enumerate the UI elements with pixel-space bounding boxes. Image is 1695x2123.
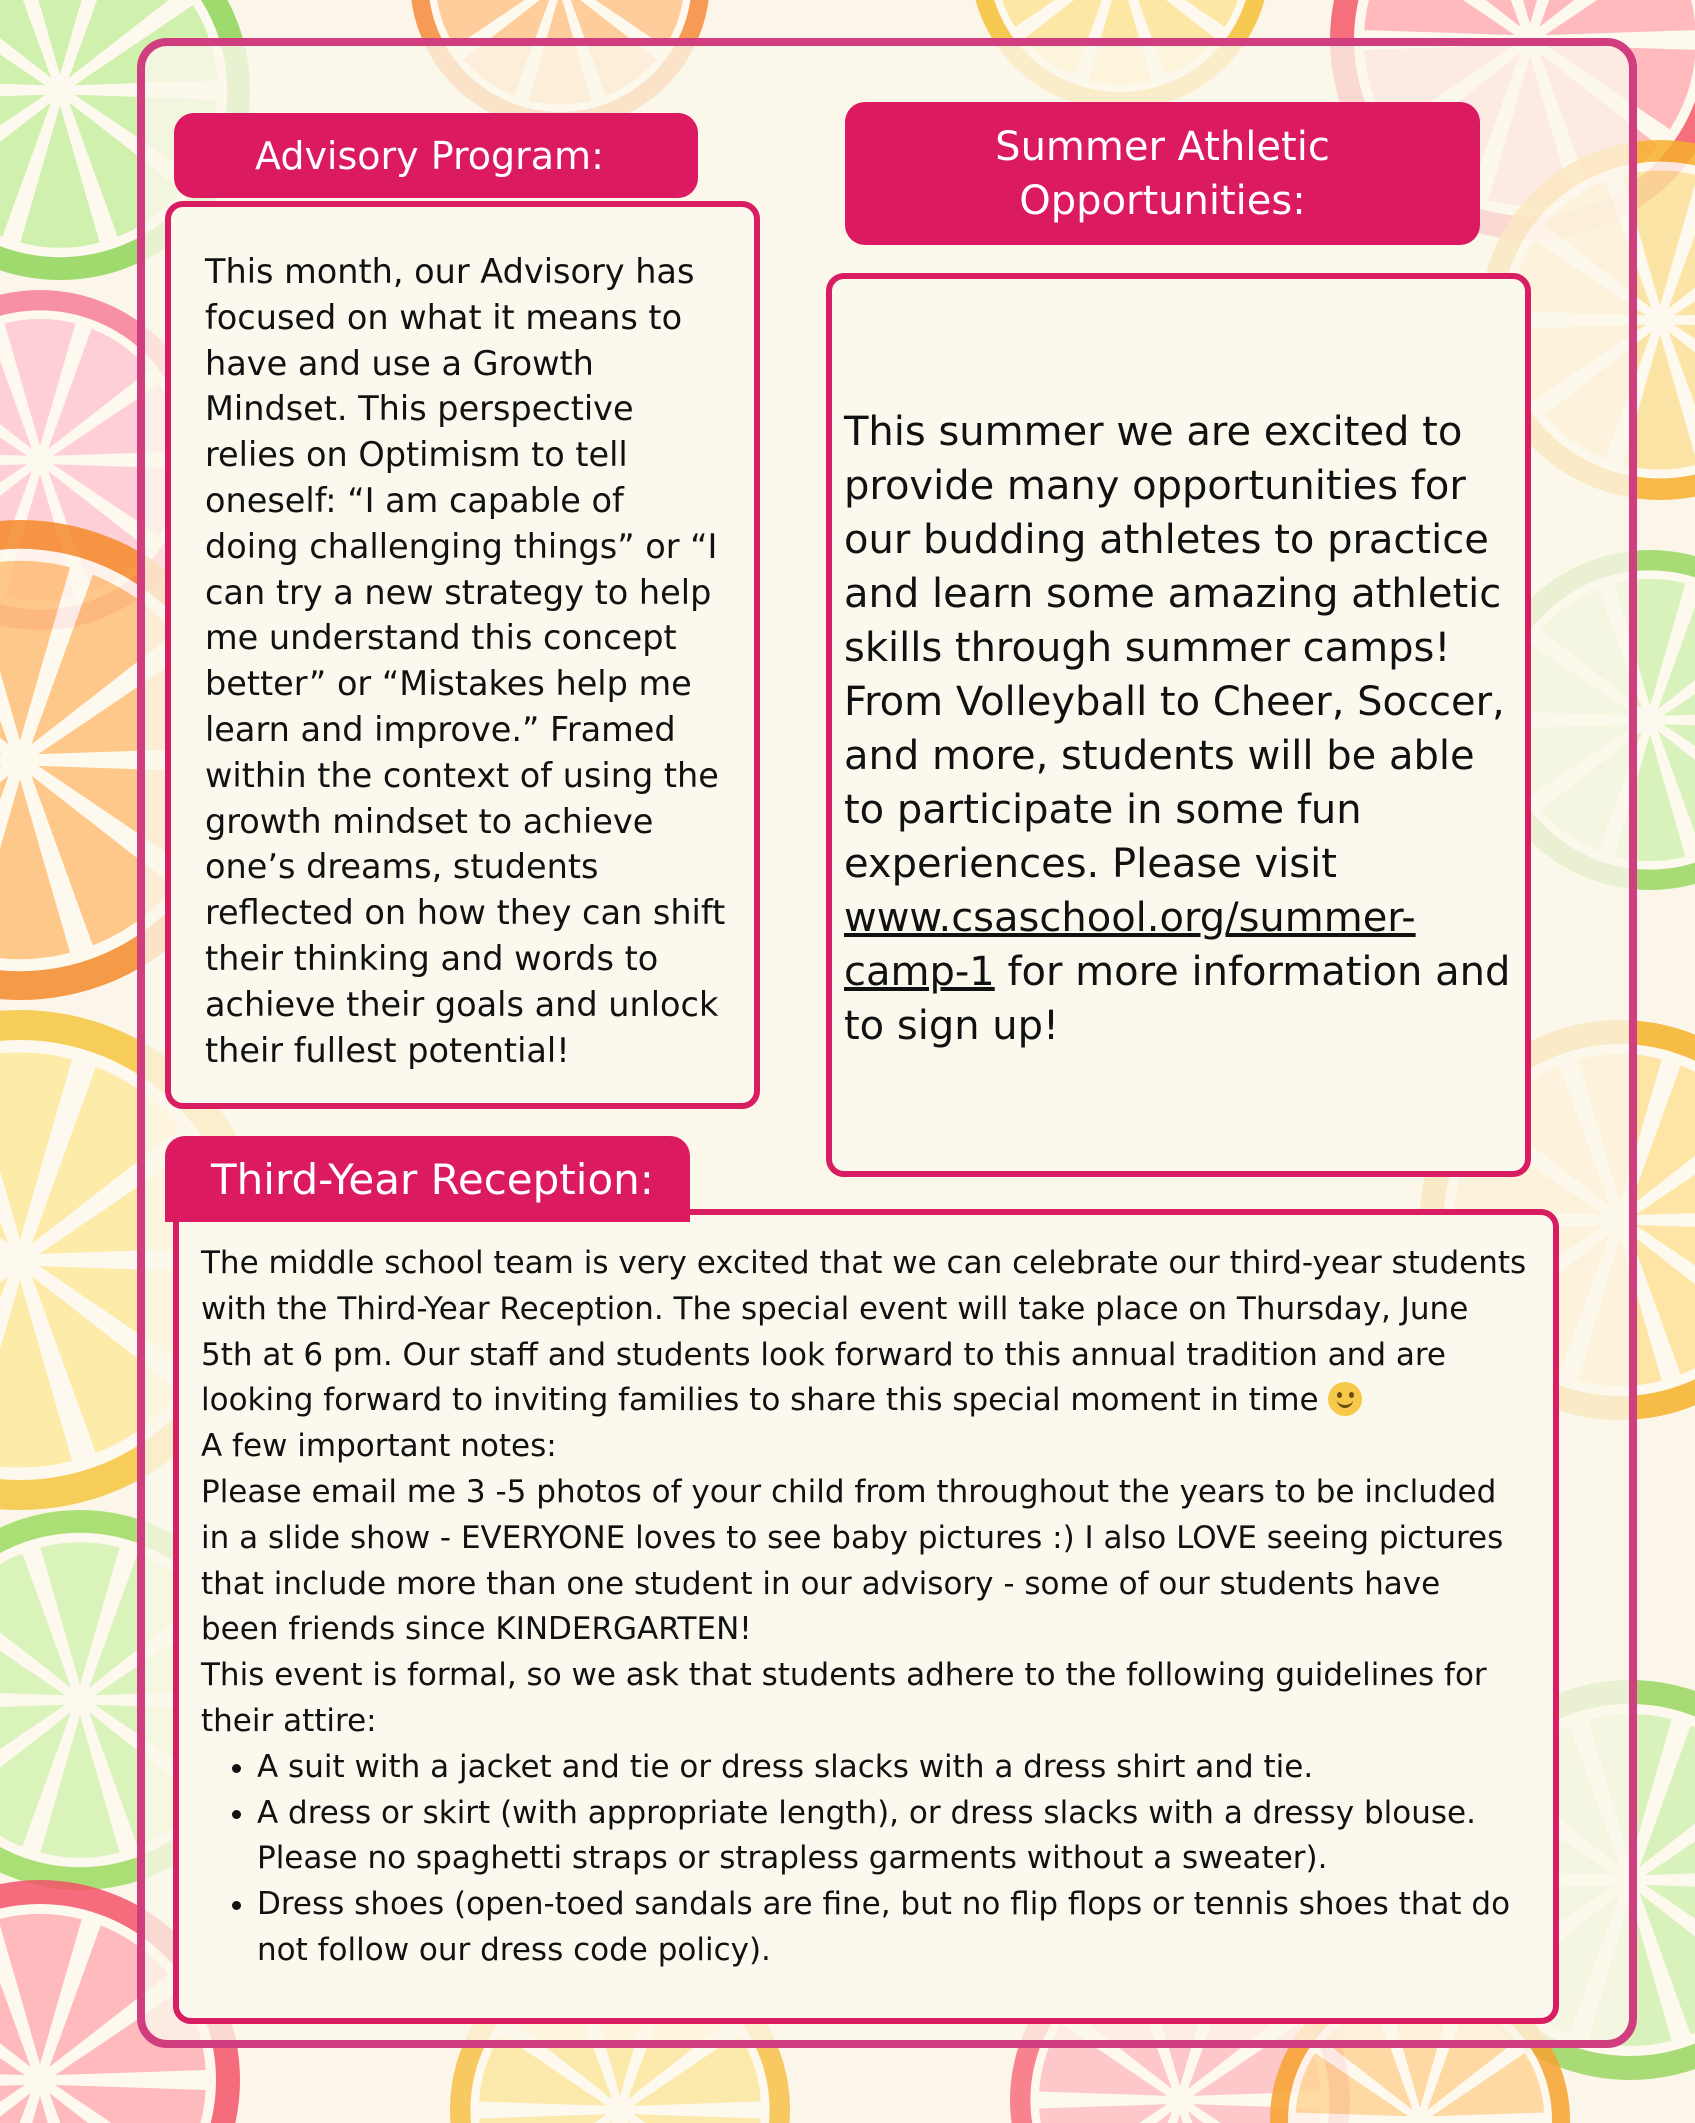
list-item <box>257 1745 1553 1791</box>
summer-camp-link[interactable]: www.csaschool.org/summer-camp-1 <box>844 895 1416 995</box>
attire-guidelines-list <box>201 1745 1553 1974</box>
list-item-text: A suit with a jacket and tie or dress slacks with a dress shirt and tie. <box>257 1748 1314 1785</box>
list-item-text: Dress shoes (open-toed sandals are fine, but no flip flops or tennis shoes that do <box>257 1886 1511 1923</box>
list-item-text: A dress or skirt (with appropriate length), or dress slacks with a dressy blouse. <box>257 1794 1476 1831</box>
reception-line: their attire: <box>201 1702 377 1739</box>
reception-line: A few important notes: <box>201 1428 557 1465</box>
reception-line: been friends since KINDERGARTEN! <box>201 1611 752 1648</box>
reception-line: 5th at 6 pm. Our staff and students look forward to this annual tradition and are <box>201 1336 1446 1373</box>
summer-text-end: for more information and to sign up! <box>844 949 1511 1049</box>
smiling-face-icon <box>1328 1382 1362 1416</box>
list-item <box>257 1882 1553 1974</box>
summer-text-start: This summer we are excited to provide many opportunities for our budding athletes to practice and learn some amazing athletic skills through summer camps! From Volleyball to Cheer, Soccer, and more, students will be able to participate in some fun experiences. Please visit <box>844 409 1505 887</box>
reception-line: in a slide show - EVERYONE loves to see baby pictures :) I also LOVE seeing pictures <box>201 1519 1504 1556</box>
list-item <box>257 1791 1553 1883</box>
reception-line: with the Third-Year Reception. The special event will take place on Thursday, June <box>201 1290 1469 1327</box>
reception-body <box>173 1209 1559 2024</box>
summer-title: Summer Athletic Opportunities: <box>845 102 1480 245</box>
reception-title: Third-Year Reception: <box>165 1136 690 1222</box>
list-item-text: Please no spaghetti straps or strapless garments without a sweater). <box>257 1840 1328 1877</box>
reception-line: Please email me 3 -5 photos of your child from throughout the years to be included <box>201 1473 1497 1510</box>
list-item-text: not follow our dress code policy). <box>257 1931 771 1968</box>
reception-line-with-emoji <box>201 1378 1553 1424</box>
advisory-body: This month, our Advisory has focused on what it means to have and use a Growth Mindset. This perspective relies on Optimism to tell oneself: “I am capable of doing challenging things” or “I can try a new strategy to help me understand this concept better” or “Mistakes help me learn and improve.” Framed within the context of using the growth mindset to achieve one’s dreams, students reflected on how they can shift their thinking and words to achieve their goals and unlock their fullest potential! <box>165 201 760 1109</box>
summer-body <box>826 273 1531 1177</box>
advisory-title: Advisory Program: <box>174 113 698 198</box>
reception-line: The middle school team is very excited that we can celebrate our third-year students <box>201 1245 1527 1281</box>
reception-line: that include more than one student in our advisory - some of our students have <box>201 1565 1441 1602</box>
reception-line: This event is formal, so we ask that students adhere to the following guidelines for <box>201 1657 1487 1694</box>
reception-line: looking forward to inviting families to share this special moment in time <box>201 1382 1319 1419</box>
